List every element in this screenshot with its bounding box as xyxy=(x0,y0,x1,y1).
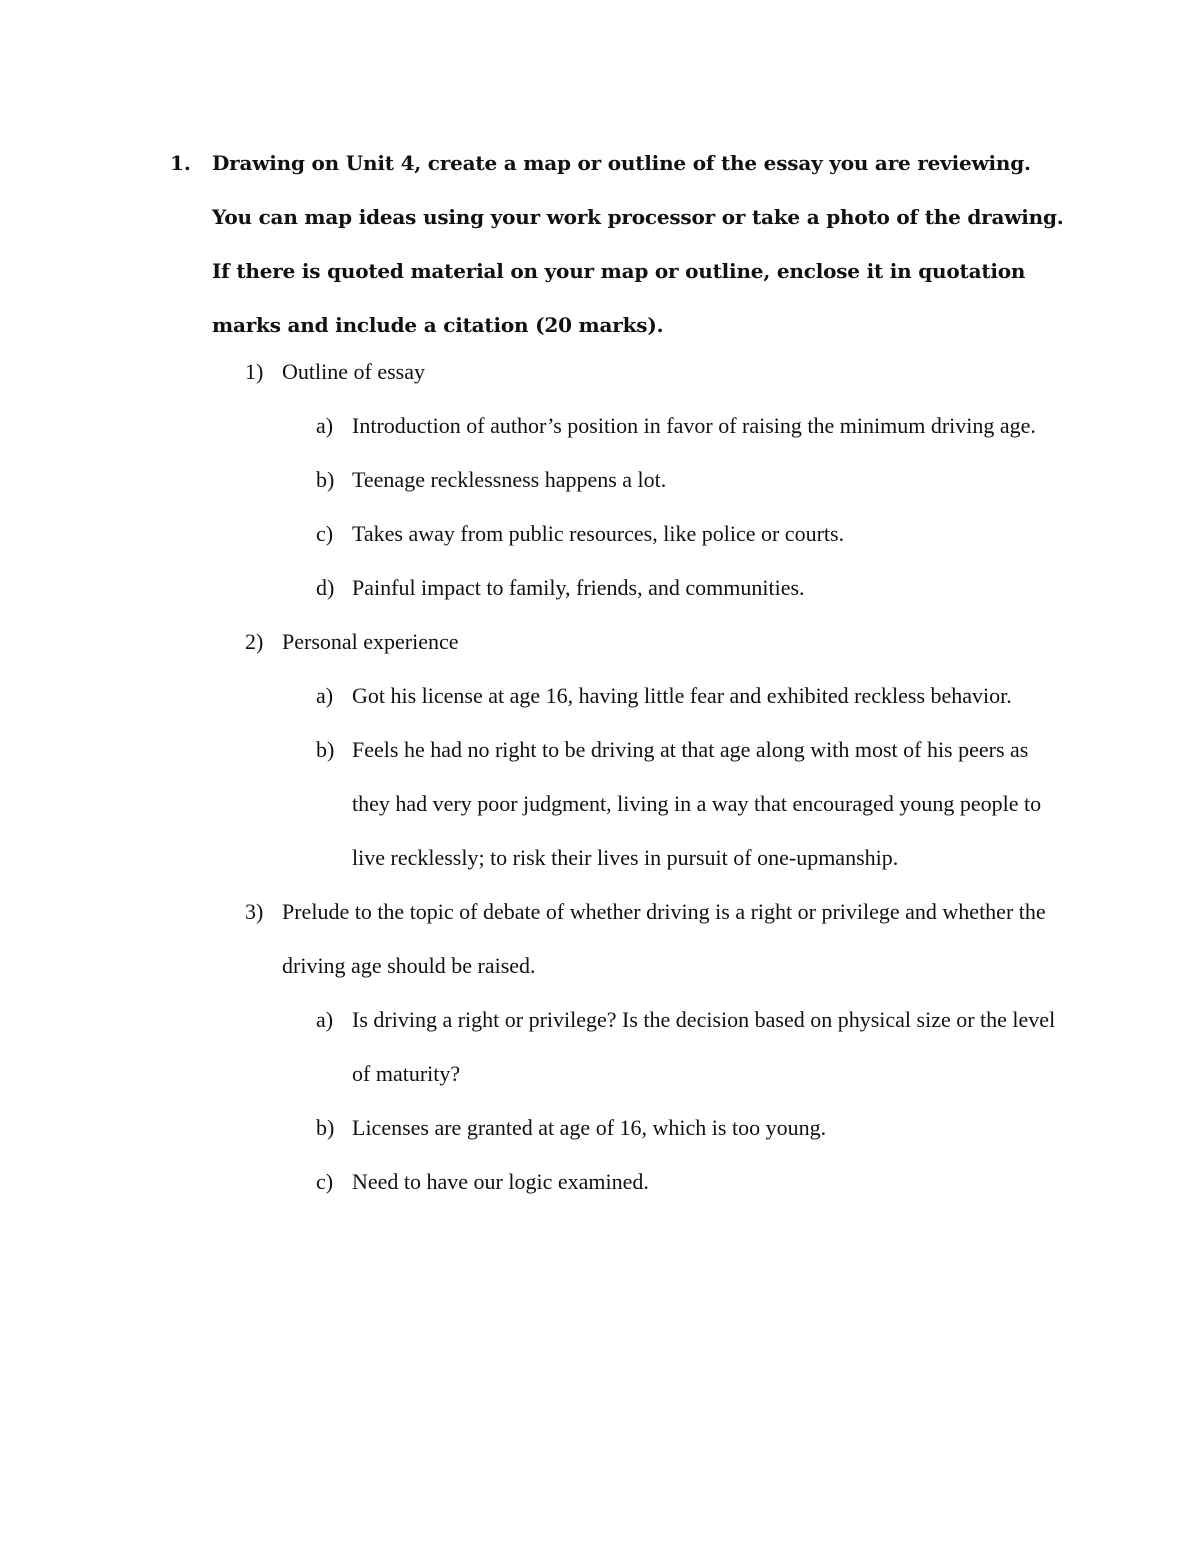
item-text: Got his license at age 16, having little fear and exhibited reckless behavior. xyxy=(352,683,1012,708)
assignment-question xyxy=(170,136,1070,352)
question-number: 1. xyxy=(170,151,191,175)
outline-item xyxy=(0,669,1200,723)
section-heading: Prelude to the topic of debate of whether driving is a right or privilege and whether the driving age should be raised. xyxy=(282,899,1046,978)
outline-item xyxy=(0,399,1200,453)
item-marker: a) xyxy=(316,683,334,708)
item-text: Teenage recklessness happens a lot. xyxy=(352,467,667,492)
section-marker: 2) xyxy=(245,629,264,654)
section-heading: Outline of essay xyxy=(282,359,425,384)
item-text: Feels he had no right to be driving at that age along with most of his peers as they had very poor judgment, living in a way that encouraged young people to live recklessly; to risk their lives in pursuit of one-upmanship. xyxy=(352,737,1042,870)
outline-item xyxy=(0,723,1200,885)
item-marker: a) xyxy=(316,413,334,438)
essay-outline xyxy=(0,345,1200,1209)
item-marker: d) xyxy=(316,575,335,600)
item-marker: b) xyxy=(316,737,335,762)
item-text: Painful impact to family, friends, and communities. xyxy=(352,575,805,600)
outline-item xyxy=(0,1101,1200,1155)
section-heading: Personal experience xyxy=(282,629,459,654)
section-marker: 1) xyxy=(245,359,264,384)
outline-item xyxy=(0,561,1200,615)
outline-item xyxy=(0,453,1200,507)
outline-item xyxy=(0,993,1200,1101)
item-marker: c) xyxy=(316,521,334,546)
outline-section xyxy=(0,345,1200,399)
question-text: Drawing on Unit 4, create a map or outline of the essay you are reviewing. You can map ideas using your work processor or take a photo of the drawing. If there is quoted material on your map or outline, enclose it in quotation marks and include a citation (20 marks). xyxy=(212,151,1064,337)
outline-section xyxy=(0,885,1200,993)
item-marker: c) xyxy=(316,1169,334,1194)
item-marker: a) xyxy=(316,1007,334,1032)
item-marker: b) xyxy=(316,1115,335,1140)
section-marker: 3) xyxy=(245,899,264,924)
item-text: Need to have our logic examined. xyxy=(352,1169,649,1194)
item-text: Takes away from public resources, like police or courts. xyxy=(352,521,845,546)
outline-item xyxy=(0,507,1200,561)
item-text: Is driving a right or privilege? Is the decision based on physical size or the level of maturity? xyxy=(352,1007,1056,1086)
item-text: Introduction of author’s position in favor of raising the minimum driving age. xyxy=(352,413,1036,438)
item-marker: b) xyxy=(316,467,335,492)
item-text: Licenses are granted at age of 16, which is too young. xyxy=(352,1115,827,1140)
outline-section xyxy=(0,615,1200,669)
outline-item xyxy=(0,1155,1200,1209)
